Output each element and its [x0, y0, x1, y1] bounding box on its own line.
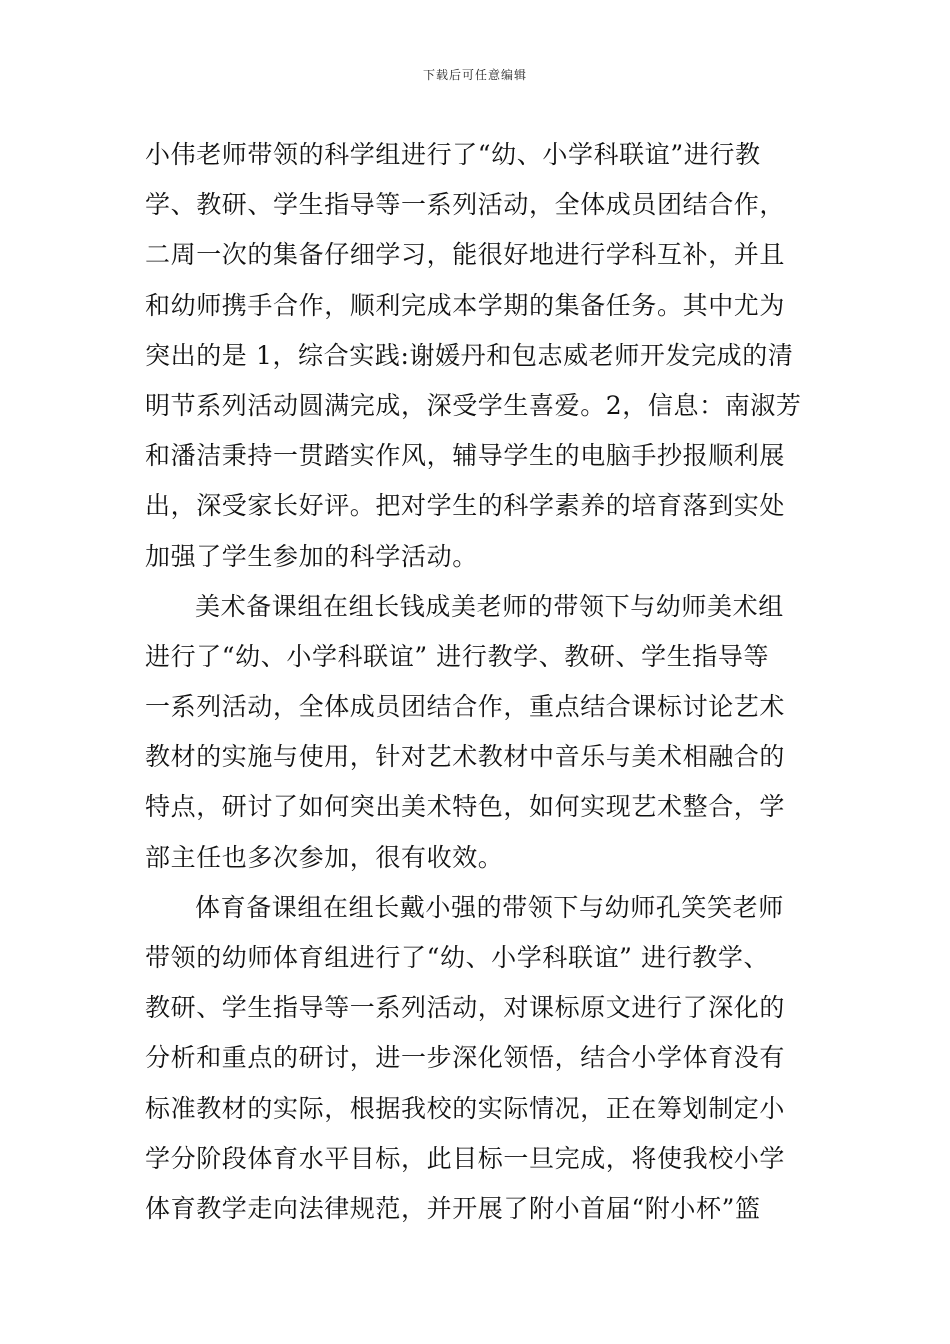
text-line: 出，深受家长好评。把对学生的科学素养的培育落到实处: [145, 491, 786, 521]
text-line: 和幼师携手合作，顺利完成本学期的集备任务。其中尤为: [145, 290, 786, 320]
text-line: 分析和重点的研讨，进一步深化领悟，结合小学体育没有: [145, 1043, 786, 1073]
text-line: 体育教学走向法律规范，并开展了附小首届“附小杯”篮: [145, 1193, 761, 1223]
text-line: 一系列活动，全体成员团结合作，重点结合课标讨论艺术: [145, 692, 786, 722]
text-line: 学、教研、学生指导等一系列活动，全体成员团结合作，: [145, 190, 786, 220]
text-line: 部主任也多次参加，很有收效。: [145, 842, 504, 872]
text-line: 明节系列活动圆满完成，深受学生喜爱。2，信息：南淑芳: [145, 390, 802, 420]
page-header: 下载后可任意编辑: [422, 68, 527, 82]
text-line: 突出的是 1，综合实践:谢媛丹和包志威老师开发完成的清: [145, 340, 794, 370]
text-line: 标准教材的实际，根据我校的实际情况，正在筹划制定小: [145, 1093, 786, 1123]
document-body: [145, 130, 810, 1234]
text-line: 进行了“幼、小学科联谊” 进行教学、教研、学生指导等: [145, 641, 770, 671]
text-line: 特点，研讨了如何突出美术特色，如何实现艺术整合，学: [145, 792, 786, 822]
paragraph-first-line: 体育备课组在组长戴小强的带领下与幼师孔笑笑老师: [195, 892, 784, 922]
text-line: 小伟老师带领的科学组进行了“幼、小学科联谊”进行教: [145, 140, 761, 169]
text-line: 学分阶段体育水平目标，此目标一旦完成，将使我校小学: [145, 1143, 786, 1173]
text-line: 教材的实施与使用，针对艺术教材中音乐与美术相融合的: [145, 742, 786, 772]
text-line: 和潘洁秉持一贯踏实作风，辅导学生的电脑手抄报顺利展: [145, 441, 786, 471]
paragraph-first-line: 美术备课组在组长钱成美老师的带领下与幼师美术组: [195, 591, 784, 621]
text-line: 二周一次的集备仔细学习，能很好地进行学科互补，并且: [145, 240, 786, 270]
text-line: 教研、学生指导等一系列活动，对课标原文进行了深化的: [145, 993, 786, 1023]
text-line: 带领的幼师体育组进行了“幼、小学科联谊” 进行教学、: [145, 943, 770, 972]
text-line: 加强了学生参加的科学活动。: [145, 541, 478, 571]
